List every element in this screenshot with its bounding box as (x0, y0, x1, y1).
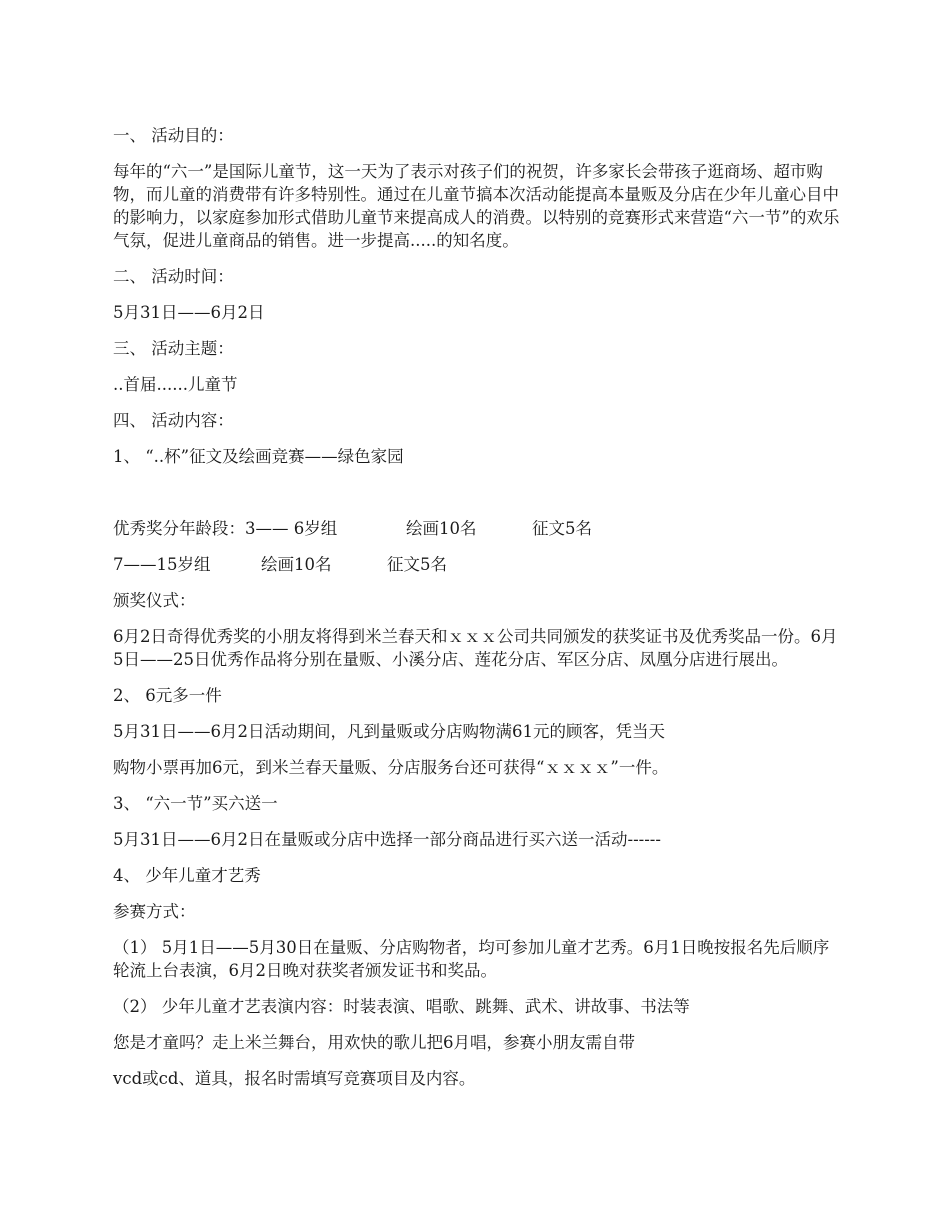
ceremony-paragraph: 6月2日奇得优秀奖的小朋友将得到米兰春天和ｘｘｘ公司共同颁发的获奖证书及优秀奖品一份。6月5日——25日优秀作品将分别在量贩、小溪分店、莲花分店、军区分店、凤凰分店进行展出。 (113, 627, 838, 669)
item-2-line-1: 5月31日——6月2日活动期间，凡到量贩或分店购物满61元的顾客，凭当天 (113, 722, 665, 741)
award-row-2 (113, 553, 843, 576)
document-page (113, 124, 843, 1103)
award-row-2-group: 7——15岁组 (113, 555, 211, 574)
heading-purpose: 一、 活动目的： (113, 126, 234, 145)
method-1: （1） 5月1日——5月30日在量贩、分店购物者，均可参加儿童才艺秀。6月1日晚按报名先后顺序轮流上台表演，6月2日晚对获奖者颁发证书和奖品。 (113, 938, 830, 980)
time-text: 5月31日——6月2日 (113, 303, 265, 322)
item-2-line-2: 购物小票再加6元，到米兰春天量贩、分店服务台还可获得“ｘｘｘｘ”一件。 (113, 758, 669, 777)
award-row-2-essay: 征文5名 (387, 555, 447, 574)
spacer (113, 481, 843, 517)
award-row-2-drawing: 绘画10名 (261, 555, 332, 574)
heading-time: 二、 活动时间： (113, 267, 234, 286)
item-3-text: 5月31日——6月2日在量贩或分店中选择一部分商品进行买六送一活动------ (113, 830, 661, 849)
closing-line-2: vcd或cd、道具，报名时需填写竞赛项目及内容。 (113, 1069, 476, 1088)
method-label: 参赛方式： (113, 902, 196, 921)
ceremony-label: 颁奖仪式： (113, 591, 196, 610)
award-row-1-group: 优秀奖分年龄段：3—— 6岁组 (113, 519, 338, 538)
theme-text: ..首届......儿童节 (113, 375, 238, 394)
heading-theme: 三、 活动主题： (113, 339, 234, 358)
item-3-title: 3、 “六一节”买六送一 (113, 794, 278, 813)
item-1-title: 1、 “..杯”征文及绘画竞赛——绿色家园 (113, 447, 404, 466)
award-row-1-essay: 征文5名 (532, 519, 592, 538)
heading-content: 四、 活动内容： (113, 411, 234, 430)
closing-line-1: 您是才童吗？走上米兰舞台，用欢快的歌儿把6月唱，参赛小朋友需自带 (113, 1033, 635, 1052)
item-4-title: 4、 少年儿童才艺秀 (113, 866, 261, 885)
award-row-1-drawing: 绘画10名 (406, 519, 477, 538)
purpose-paragraph: 每年的“六一”是国际儿童节，这一天为了表示对孩子们的祝贺，许多家长会带孩子逛商场、超市购物，而儿童的消费带有许多特别性。通过在儿童节搞本次活动能提高本量贩及分店在少年儿童心目中的影响力，以家庭参加形式借助儿童节来提高成人的消费。以特别的竞赛形式来营造“六一节”的欢乐气氛，促进儿童商品的销售。进一步提高.....的知名度。 (113, 162, 840, 250)
award-row-1 (113, 517, 843, 540)
item-2-title: 2、 6元多一件 (113, 686, 222, 705)
method-2: （2） 少年儿童才艺表演内容：时装表演、唱歌、跳舞、武术、讲故事、书法等 (113, 997, 690, 1016)
